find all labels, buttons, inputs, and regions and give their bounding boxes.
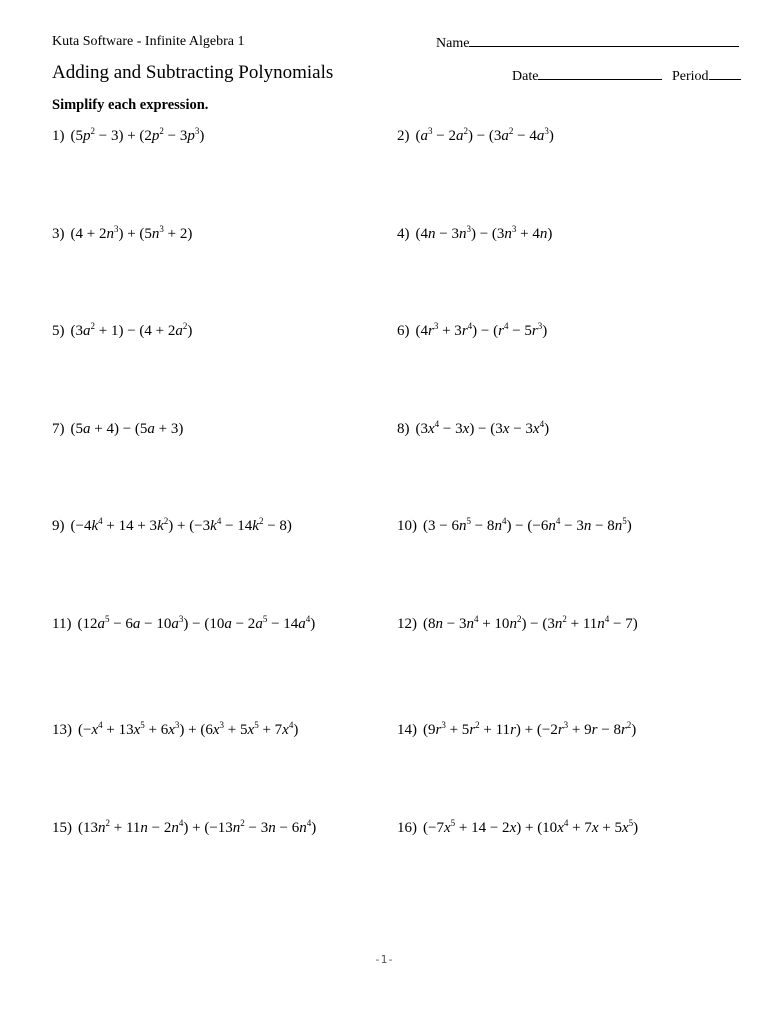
period-field[interactable]	[672, 67, 741, 85]
problem-11	[52, 616, 315, 633]
problem-expression: $(4n - 3n^3) - (3n^3 + 4n)$	[415, 224, 553, 242]
problem-expression: $(-x^4 + 13x^5 + 6x^3) + (6x^3 + 5x^5 + 7x^4)$	[78, 720, 299, 738]
problem-number: 4)	[397, 226, 410, 242]
problem-8	[397, 421, 549, 438]
problem-number: 10)	[397, 518, 417, 534]
problem-number: 3)	[52, 226, 65, 242]
problem-4	[397, 226, 552, 243]
problem-expression: $(12a^5 - 6a - 10a^3) - (10a - 2a^5 - 14a^4)$	[77, 614, 316, 632]
problem-number: 16)	[397, 820, 417, 836]
problem-5	[52, 323, 192, 340]
problem-9	[52, 518, 292, 535]
problem-number: 2)	[397, 128, 410, 144]
problem-expression: $(3x^4 - 3x) - (3x - 3x^4)$	[415, 419, 550, 437]
worksheet-title: Adding and Subtracting Polynomials	[52, 62, 334, 83]
problem-expression: $(-7x^5 + 14 - 2x) + (10x^4 + 7x + 5x^5)$	[423, 818, 639, 836]
problem-number: 13)	[52, 722, 72, 738]
period-blank[interactable]	[709, 67, 741, 80]
publisher-label: Kuta Software - Infinite Algebra 1	[52, 34, 245, 49]
problem-number: 15)	[52, 820, 72, 836]
problem-expression: $(-4k^4 + 14 + 3k^2) + (-3k^4 - 14k^2 - 8)$	[70, 516, 292, 534]
problem-7	[52, 421, 183, 438]
problem-15	[52, 820, 316, 837]
problem-10	[397, 518, 632, 535]
problem-expression: $(4r^3 + 3r^4) - (r^4 - 5r^3)$	[415, 321, 548, 339]
problem-number: 1)	[52, 128, 65, 144]
name-label: Name	[436, 36, 470, 51]
problem-3	[52, 226, 192, 243]
period-label: Period	[672, 69, 709, 84]
problem-expression: $(3a^2 + 1) - (4 + 2a^2)$	[70, 321, 193, 339]
problem-number: 8)	[397, 421, 410, 437]
date-label: Date	[512, 69, 539, 84]
problem-expression: $(5p^2 - 3) + (2p^2 - 3p^3)$	[70, 126, 205, 144]
problem-number: 5)	[52, 323, 65, 339]
instructions: Simplify each expression.	[52, 97, 209, 113]
problem-number: 9)	[52, 518, 65, 534]
problem-12	[397, 616, 638, 633]
problem-1	[52, 128, 204, 145]
problem-expression: (5a + 4) − (5a + 3)	[70, 421, 184, 437]
name-blank[interactable]	[469, 34, 739, 47]
problem-6	[397, 323, 547, 340]
problem-number: 7)	[52, 421, 65, 437]
problem-14	[397, 722, 636, 739]
problem-2	[397, 128, 554, 145]
problem-expression: $(13n^2 + 11n - 2n^4) + (-13n^2 - 3n - 6n^4)$	[78, 818, 317, 836]
date-blank[interactable]	[538, 67, 662, 80]
problem-13	[52, 722, 298, 739]
problem-expression: $(9r^3 + 5r^2 + 11r) + (-2r^3 + 9r - 8r^2)$	[423, 720, 637, 738]
problem-16	[397, 820, 638, 837]
problem-number: 11)	[52, 616, 72, 632]
page-number: -1-	[374, 953, 394, 966]
problem-number: 6)	[397, 323, 410, 339]
problem-expression: $(a^3 - 2a^2) - (3a^2 - 4a^3)$	[415, 126, 554, 144]
problem-expression: $(8n - 3n^4 + 10n^2) - (3n^2 + 11n^4 - 7)$	[423, 614, 638, 632]
name-field[interactable]	[436, 34, 739, 52]
problem-number: 12)	[397, 616, 417, 632]
date-field[interactable]	[512, 67, 662, 85]
problem-expression: $(3 - 6n^5 - 8n^4) - (-6n^4 - 3n - 8n^5)$	[423, 516, 632, 534]
problem-number: 14)	[397, 722, 417, 738]
problem-expression: $(4 + 2n^3) + (5n^3 + 2)$	[70, 224, 193, 242]
